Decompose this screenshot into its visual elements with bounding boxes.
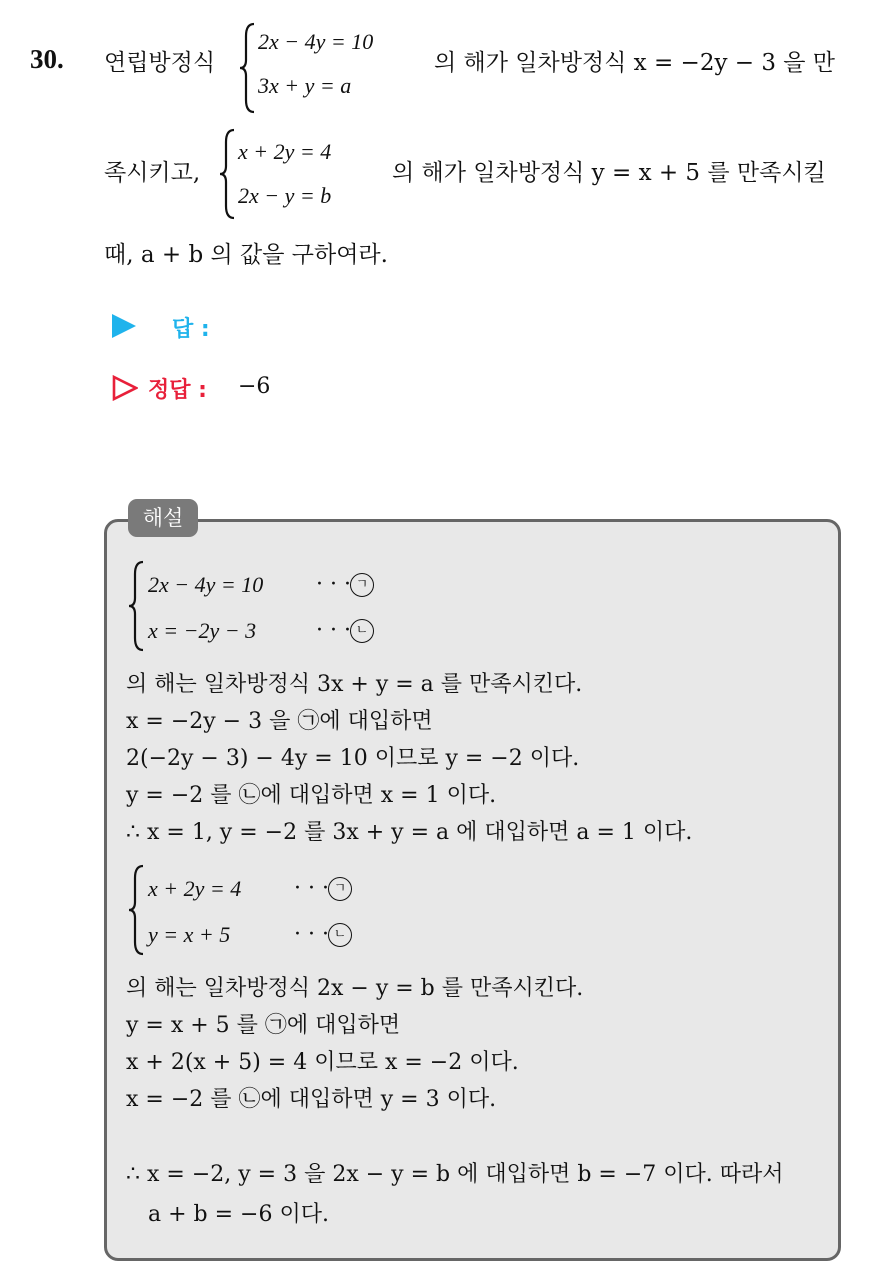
circled-giyeok-icon: ㄱ — [328, 877, 352, 901]
solution-line: 의 해는 일차방정식 3x + y = a 를 만족시킨다. — [126, 672, 583, 697]
system-2 — [238, 130, 331, 218]
answer-label: 답 : — [172, 317, 210, 342]
system-1-eq2: 3x + y = a — [258, 73, 352, 98]
solution-line: 2(−2y − 3) − 4y = 10 이므로 y = −2 이다. — [126, 746, 580, 771]
circled-nieun-icon: ㄴ — [350, 619, 374, 643]
solution-brace-a — [127, 560, 147, 652]
system-1 — [258, 20, 373, 108]
solution-line: y = x + 5 를 ㉠에 대입하면 — [126, 1013, 401, 1038]
solution-final-line: ∴ x = −2, y = 3 을 2x − y = b 에 대입하면 b = −7 이다. 따라서 — [126, 1162, 784, 1187]
correct-answer-value: −6 — [238, 374, 271, 399]
brace-2 — [218, 128, 238, 220]
solution-sysA-eq1: 2x − 4y = 10 — [148, 572, 264, 597]
solution-sysB-eq2: y = x + 5 — [148, 922, 231, 947]
solution-sysB-eq1: x + 2y = 4 — [148, 876, 242, 901]
problem-line1-prefix: 연립방정식 — [104, 50, 216, 76]
circled-nieun-icon: ㄴ — [328, 923, 352, 947]
solution-line: x = −2 를 ㉡에 대입하면 y = 3 이다. — [126, 1087, 497, 1112]
problem-line1-suffix: 의 해가 일차방정식 x = −2y − 3 을 만 — [434, 50, 836, 76]
problem-line2-suffix: 의 해가 일차방정식 y = x + 5 를 만족시킬 — [392, 160, 826, 186]
correct-arrow-icon — [112, 375, 138, 401]
correct-answer-label: 정답 : — [148, 378, 207, 403]
solution-final-result: a + b = −6 이다. — [148, 1202, 329, 1227]
solution-sysA-dots1: · · · — [316, 572, 351, 597]
brace-1 — [238, 22, 258, 114]
system-2-eq1: x + 2y = 4 — [238, 139, 332, 164]
problem-line3: 때, a + b 의 값을 구하여라. — [104, 242, 388, 268]
system-2-eq2: 2x − y = b — [238, 183, 332, 208]
solution-sysB-dots1: · · · — [294, 876, 329, 901]
problem-number: 30. — [30, 44, 64, 74]
solution-line: ∴ x = 1, y = −2 를 3x + y = a 에 대입하면 a = 1 이다. — [126, 820, 693, 845]
solution-line: 의 해는 일차방정식 2x − y = b 를 만족시킨다. — [126, 976, 584, 1001]
solution-sysA-dots2: · · · — [316, 618, 351, 643]
solution-tag: 해설 — [128, 499, 198, 537]
answer-arrow-icon — [112, 314, 136, 342]
solution-line: x + 2(x + 5) = 4 이므로 x = −2 이다. — [126, 1050, 519, 1075]
system-1-eq1: 2x − 4y = 10 — [258, 29, 374, 54]
solution-sysB-dots2: · · · — [294, 922, 329, 947]
solution-brace-b — [127, 864, 147, 956]
solution-sysA-eq2: x = −2y − 3 — [148, 618, 257, 643]
circled-giyeok-icon: ㄱ — [350, 573, 374, 597]
solution-line: y = −2 를 ㉡에 대입하면 x = 1 이다. — [126, 783, 497, 808]
solution-line: x = −2y − 3 을 ㉠에 대입하면 — [126, 709, 433, 734]
problem-line2-prefix: 족시키고, — [104, 160, 201, 186]
